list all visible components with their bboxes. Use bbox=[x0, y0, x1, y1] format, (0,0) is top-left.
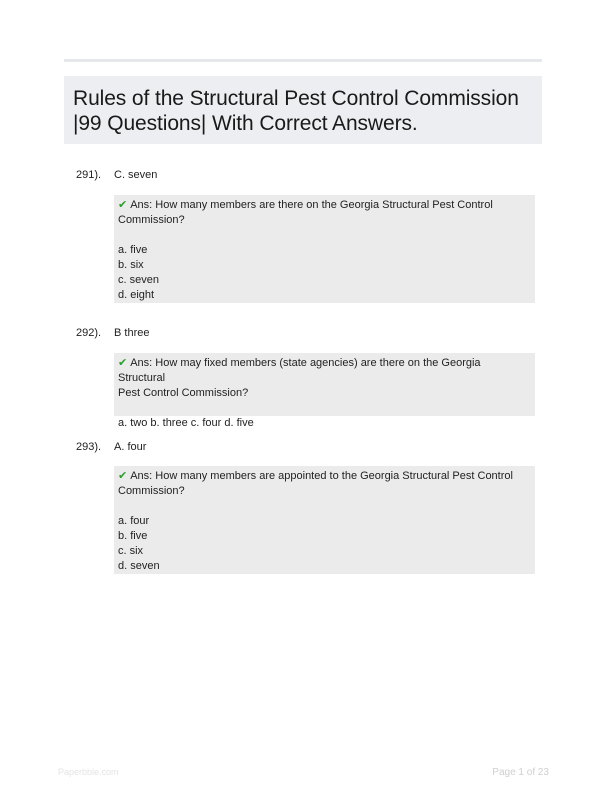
options-list bbox=[118, 243, 527, 303]
document-title bbox=[73, 86, 532, 136]
option-d: d. seven bbox=[118, 560, 160, 572]
answer-box bbox=[114, 466, 535, 574]
options-inline: a. two b. three c. four d. five bbox=[118, 417, 254, 429]
prompt-line-2: Commission? bbox=[118, 485, 185, 497]
options-list bbox=[118, 514, 527, 574]
prompt-line-2: Commission? bbox=[118, 214, 185, 226]
option-d: d. eight bbox=[118, 289, 155, 301]
option-b: b. six bbox=[118, 259, 144, 271]
title-line-2: |99 Questions| With Correct Answers. bbox=[73, 112, 418, 135]
option-c: c. seven bbox=[118, 274, 159, 286]
title-banner bbox=[64, 76, 542, 144]
page-indicator: Page 1 of 23 bbox=[492, 767, 549, 778]
footer-watermark: Paperbble.com bbox=[58, 767, 119, 777]
question-answer: A. four bbox=[114, 441, 147, 453]
question-answer: B three bbox=[114, 327, 150, 339]
checkmark-icon: ✔ bbox=[118, 199, 128, 211]
option-c: c. six bbox=[118, 545, 144, 557]
option-a: a. five bbox=[118, 244, 148, 256]
prompt-line-1: Ans: How may fixed members (state agencies) are there on the Georgia Structural bbox=[118, 357, 481, 384]
question-number: 293). bbox=[76, 441, 102, 453]
answer-box bbox=[114, 353, 535, 429]
checkmark-icon: ✔ bbox=[118, 470, 128, 482]
title-line-1: Rules of the Structural Pest Control Commission bbox=[73, 87, 519, 110]
checkmark-icon: ✔ bbox=[118, 357, 128, 369]
question-number: 292). bbox=[76, 327, 102, 339]
prompt-line-1: Ans: How many members are appointed to the Georgia Structural Pest Control bbox=[130, 470, 513, 482]
option-a: a. four bbox=[118, 515, 150, 527]
question-number: 291). bbox=[76, 169, 102, 181]
prompt-line-1: Ans: How many members are there on the Georgia Structural Pest Control bbox=[130, 199, 493, 211]
answer-box bbox=[114, 195, 535, 303]
option-b: b. five bbox=[118, 530, 148, 542]
prompt-line-2: Pest Control Commission? bbox=[118, 387, 249, 399]
question-answer: C. seven bbox=[114, 169, 158, 181]
top-divider bbox=[64, 59, 542, 62]
